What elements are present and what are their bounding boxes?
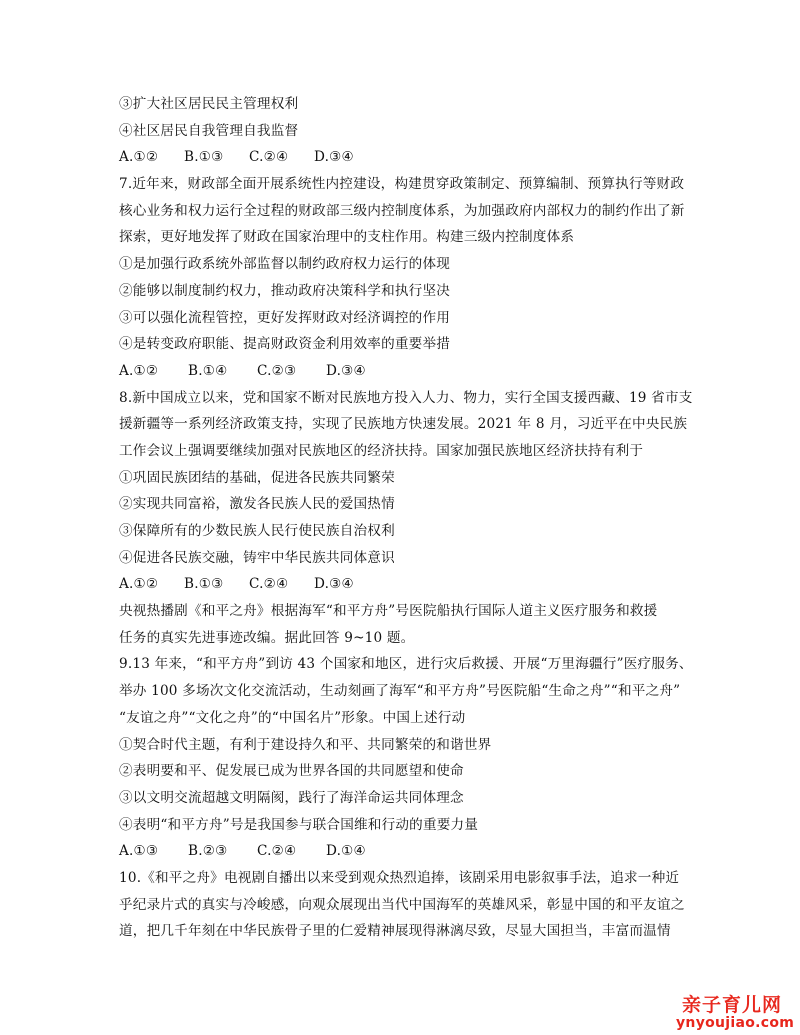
text-line: ③扩大社区居民民主管理权利 [119,96,299,112]
text-line: ②实现共同富裕，激发各民族人民的爱国热情 [119,496,395,513]
option-b: B.①③ [184,576,224,593]
text-line: ④社区居民自我管理自我监督 [119,122,299,139]
text-line: ②表明要和平、促发展已成为世界各国的共同愿望和使命 [119,763,464,780]
text-line: ③可以强化流程管控，更好发挥财政对经济调控的作用 [119,309,451,326]
option-c: C.②④ [249,149,289,166]
text-line: ②能够以制度制约权力，推动政府决策科学和执行坚决 [119,282,451,299]
passage-intro: 央视热播剧《和平之舟》根据海军“和平方舟”号医院船执行国际人道主义医疗服务和救援 [119,603,658,620]
option-a: A.①③ [119,843,159,860]
text-line: ④表明“和平方舟”号是我国参与联合国维和行动的重要力量 [119,816,479,833]
question-10-stem: 10.《和平之舟》电视剧自播出以来受到观众热烈追捧，该剧采用电影叙事手法，追求一种近 [119,869,680,886]
option-b: B.②③ [188,843,228,860]
text-line: 工作会议上强调要继续加强对民族地区的经济扶持。国家加强民族地区经济扶持有利于 [119,442,644,459]
answer-options-q7 [119,358,684,385]
text-line: ①契合时代主题，有利于建设持久和平、共同繁荣的和谐世界 [119,736,492,753]
text-line: ③保障所有的少数民族人民行使民族自治权利 [119,523,395,539]
answer-options-q6 [119,144,684,171]
text-line: ①巩固民族团结的基础，促进各民族共同繁荣 [119,469,395,486]
text-line: ④促进各民族交融，铸牢中华民族共同体意识 [119,549,395,566]
site-watermark [676,994,795,1032]
text-line: 乎纪录片式的真实与冷峻感，向观众展现出当代中国海军的英雄风采，彰显中国的和平友谊之 [119,896,685,913]
option-a: A.①② [119,576,159,593]
text-line: 举办 100 多场次文化交流活动，生动刻画了海军“和平方舟”号医院船“生命之舟”“和平之舟” [119,683,681,700]
option-c: C.②④ [249,576,289,593]
text-line: ①是加强行政系统外部监督以制约政府权力运行的体现 [119,256,451,273]
document-body [119,91,693,945]
text-line: 任务的真实先进事迹改编。据此回答 9~10 题。 [119,629,415,646]
watermark-url: ynyoujiao.com [676,1015,795,1032]
answer-options-q9 [119,838,684,865]
option-a: A.①② [119,149,159,166]
option-d: D.③④ [314,576,354,593]
question-9-stem: 9.13 年来，“和平方舟”到访 43 个国家和地区，进行灾后救援、开展“万里海疆行”医疗服务、 [119,656,693,673]
option-d: D.①④ [326,843,366,860]
answer-options-q8 [119,571,684,598]
question-7-stem: 7.近年来，财政部全面开展系统性内控建设，构建贯穿政策制定、预算编制、预算执行等财政 [119,176,685,193]
text-line: “友谊之舟”“文化之舟”的“中国名片”形象。中国上述行动 [119,709,466,726]
option-c: C.②④ [257,843,297,860]
option-d: D.③④ [326,362,366,379]
text-line: ③以文明交流超越文明隔阂，践行了海洋命运共同体理念 [119,789,464,806]
watermark-text: 亲子育儿网 [681,994,782,1017]
option-b: B.①③ [184,149,224,166]
text-line: 援新疆等一系列经济政策支持，实现了民族地方快速发展。2021 年 8 月，习近平在中央民族 [119,416,688,433]
text-line: 探索，更好地发挥了财政在国家治理中的支柱作用。构建三级内控制度体系 [119,229,575,246]
option-d: D.③④ [314,149,354,166]
text-line: 核心业务和权力运行全过程的财政部三级内控制度体系，为加强政府内部权力的制约作出了新 [119,202,685,219]
text-line: ④是转变政府职能、提高财政资金利用效率的重要举措 [119,336,451,353]
option-c: C.②③ [257,362,297,379]
option-b: B.①④ [188,362,228,379]
question-8-stem: 8.新中国成立以来，党和国家不断对民族地方投入人力、物力，实行全国支援西藏、19 省市支 [119,389,693,406]
text-line: 道，把几千年刻在中华民族骨子里的仁爱精神展现得淋漓尽致，尽显大国担当，丰富而温情 [119,923,671,940]
option-a: A.①② [119,362,159,379]
